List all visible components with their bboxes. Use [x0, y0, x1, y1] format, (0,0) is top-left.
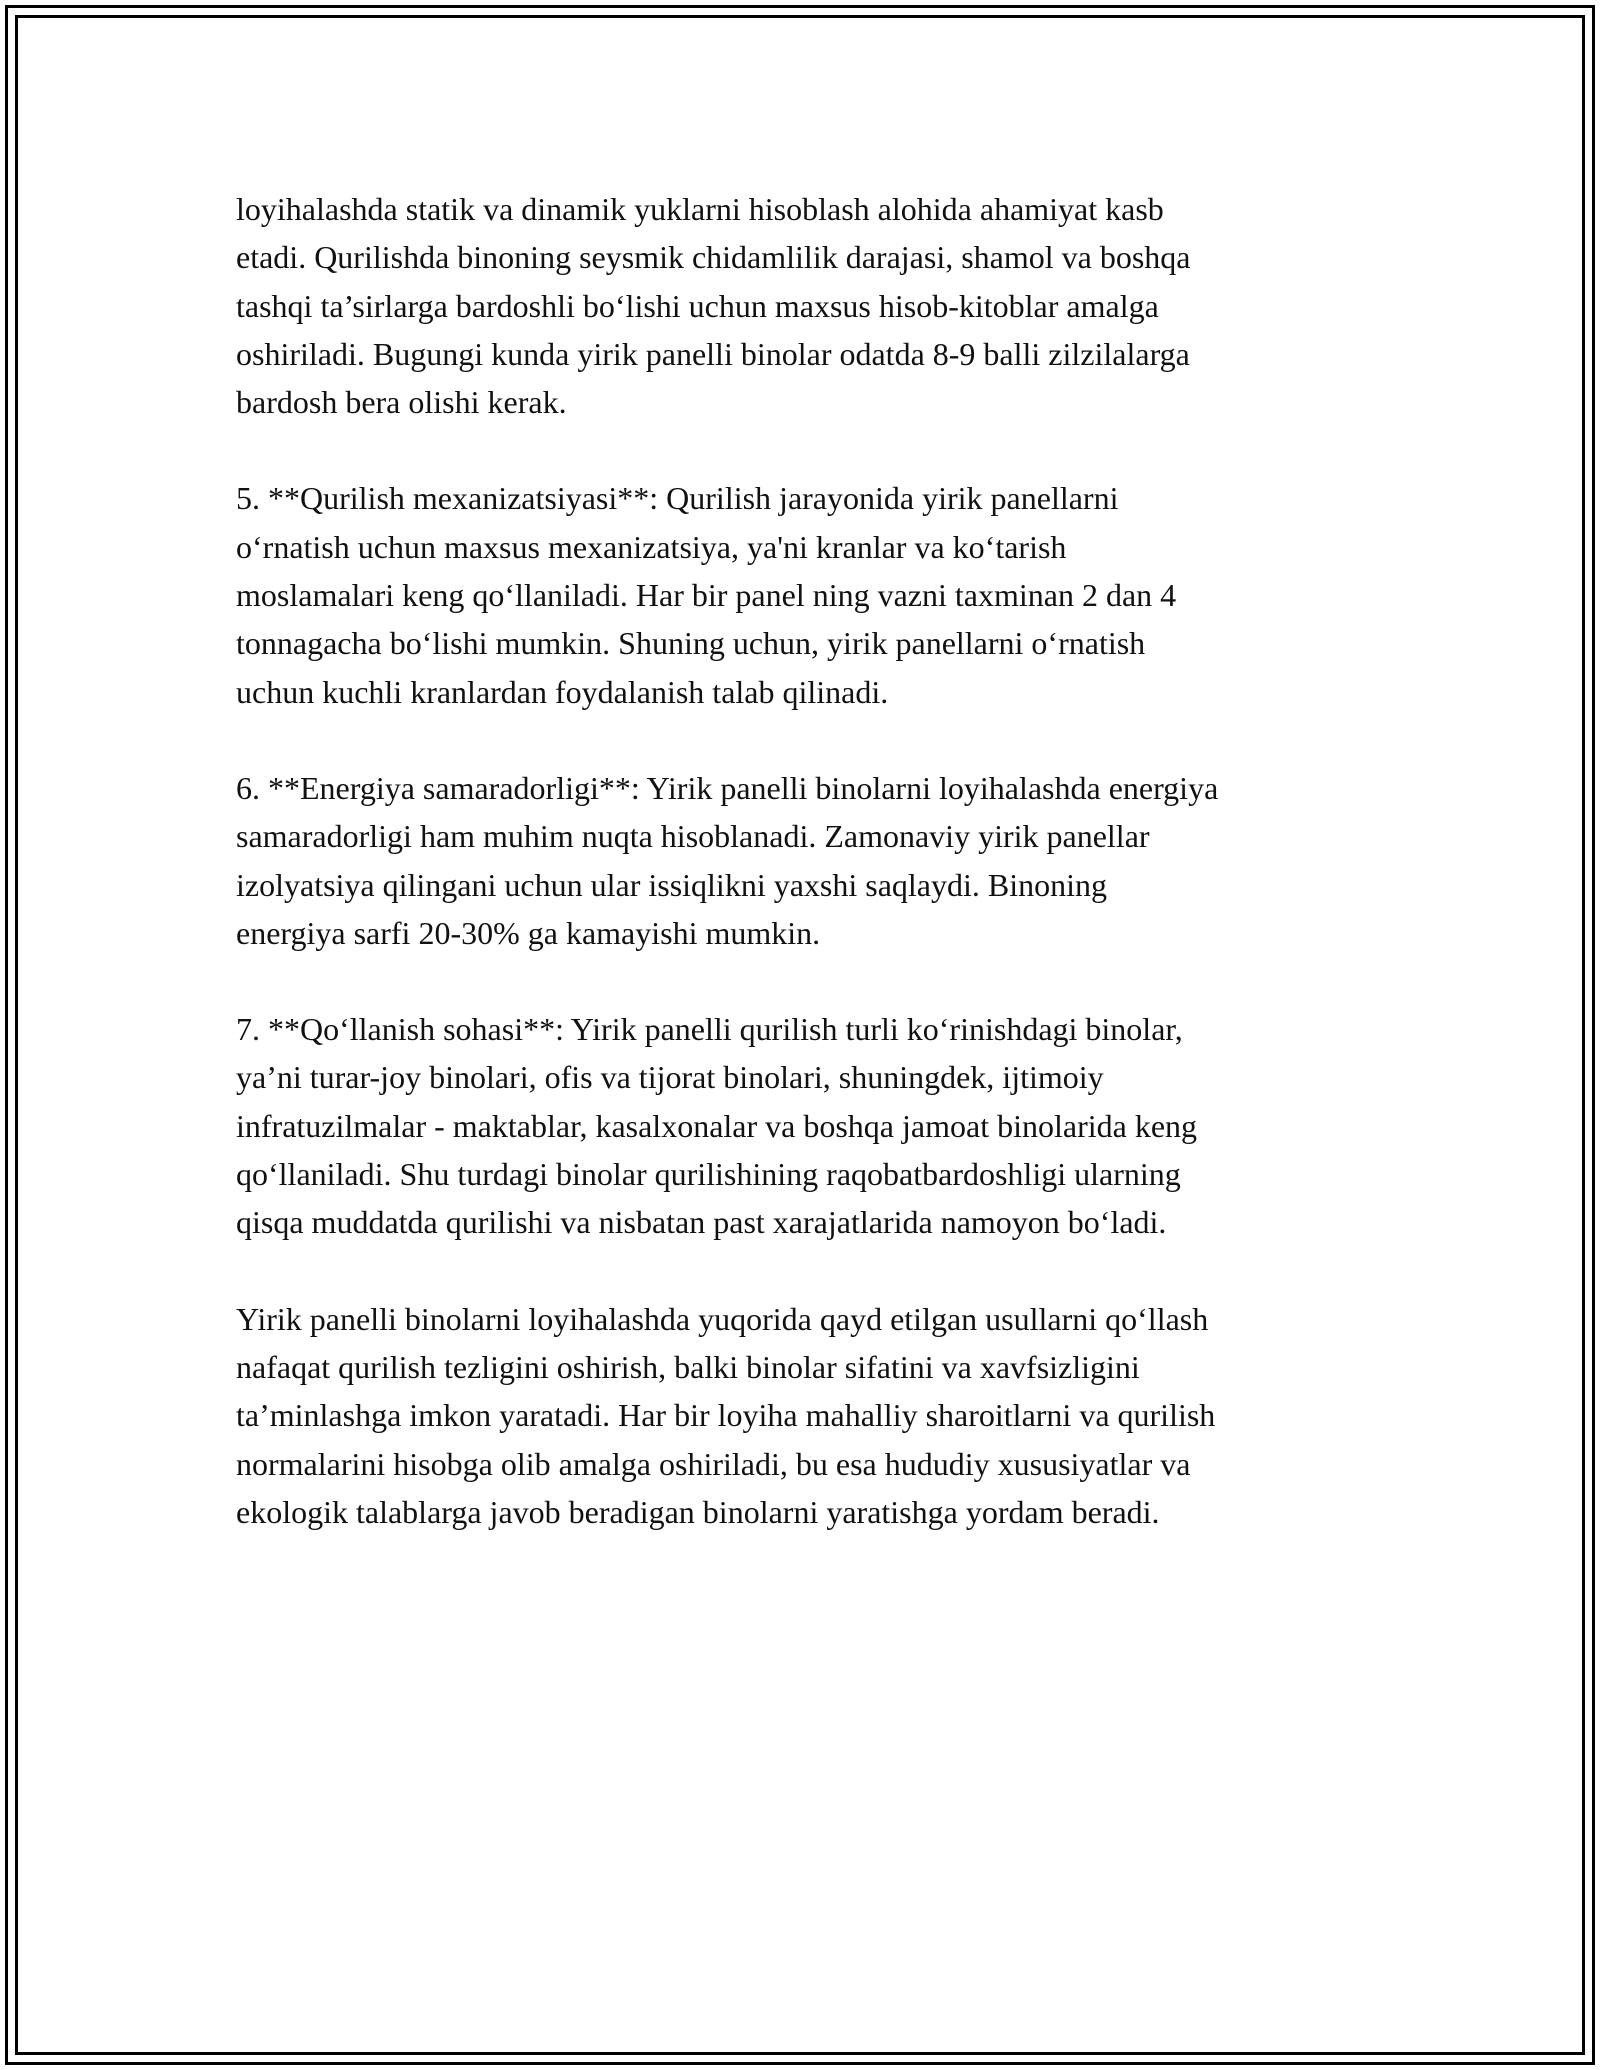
paragraph-energy-efficiency: 6. **Energiya samaradorligi**: Yirik panelli binolarni loyihalashda energiya samaradorligi ham muhim nuqta hisoblanadi. Zamonaviy yirik panellar izolyatsiya qilingani uchun ular issiqlikni yaxshi saqlaydi. Binoning energiya sarfi 20-30% ga kamayishi mumkin.	[236, 769, 1219, 951]
paragraph-conclusion: Yirik panelli binolarni loyihalashda yuqorida qayd etilgan usullarni qo‘llash nafaqat qurilish tezligini oshirish, balki binolar sifatini va xavfsizligini ta’minlashga imkon yaratadi. Har bir loyiha mahalliy sharoitlarni va qurilish normalarini hisobga olib amalga oshiriladi, bu esa hududiy xususiyatlar va ekologik talablarga javob beradigan binolarni yaratishga yordam beradi.	[236, 1300, 1216, 1530]
paragraph-application-area: 7. **Qo‘llanish sohasi**: Yirik panelli qurilish turli ko‘rinishdagi binolar, ya’ni turar-joy binolari, ofis va tijorat binolari, shuningdek, ijtimoiy infratuzilmalar - maktablar, kasalxonalar va boshqa jamoat binolarida keng qo‘llaniladi. Shu turdagi binolar qurilishining raqobatbardoshligi ularning qisqa muddatda qurilishi va nisbatan past xarajatlarida namoyon bo‘ladi.	[236, 1011, 1198, 1241]
paragraph-construction-mechanization: 5. **Qurilish mexanizatsiyasi**: Qurilish jarayonida yirik panellarni o‘rnatish uchun maxsus mexanizatsiya, ya'ni kranlar va ko‘tarish moslamalari keng qo‘llaniladi. Har bir panel ning vazni taxminan 2 dan 4 tonnagacha bo‘lishi mumkin. Shuning uchun, yirik panellarni o‘rnatish uchun kuchli kranlardan foydalanish talab qilinadi.	[236, 480, 1177, 710]
paragraph-seismic-loads: loyihalashda statik va dinamik yuklarni hisoblash alohida ahamiyat kasb etadi. Qurilishda binoning seysmik chidamlilik darajasi, shamol va boshqa tashqi ta’sirlarga bardoshli bo‘lishi uchun maxsus hisob-kitoblar amalga oshiriladi. Bugungi kunda yirik panelli binolar odatda 8-9 balli zilzilalarga bardosh bera olishi kerak.	[236, 191, 1191, 421]
document-body	[236, 185, 1386, 1584]
